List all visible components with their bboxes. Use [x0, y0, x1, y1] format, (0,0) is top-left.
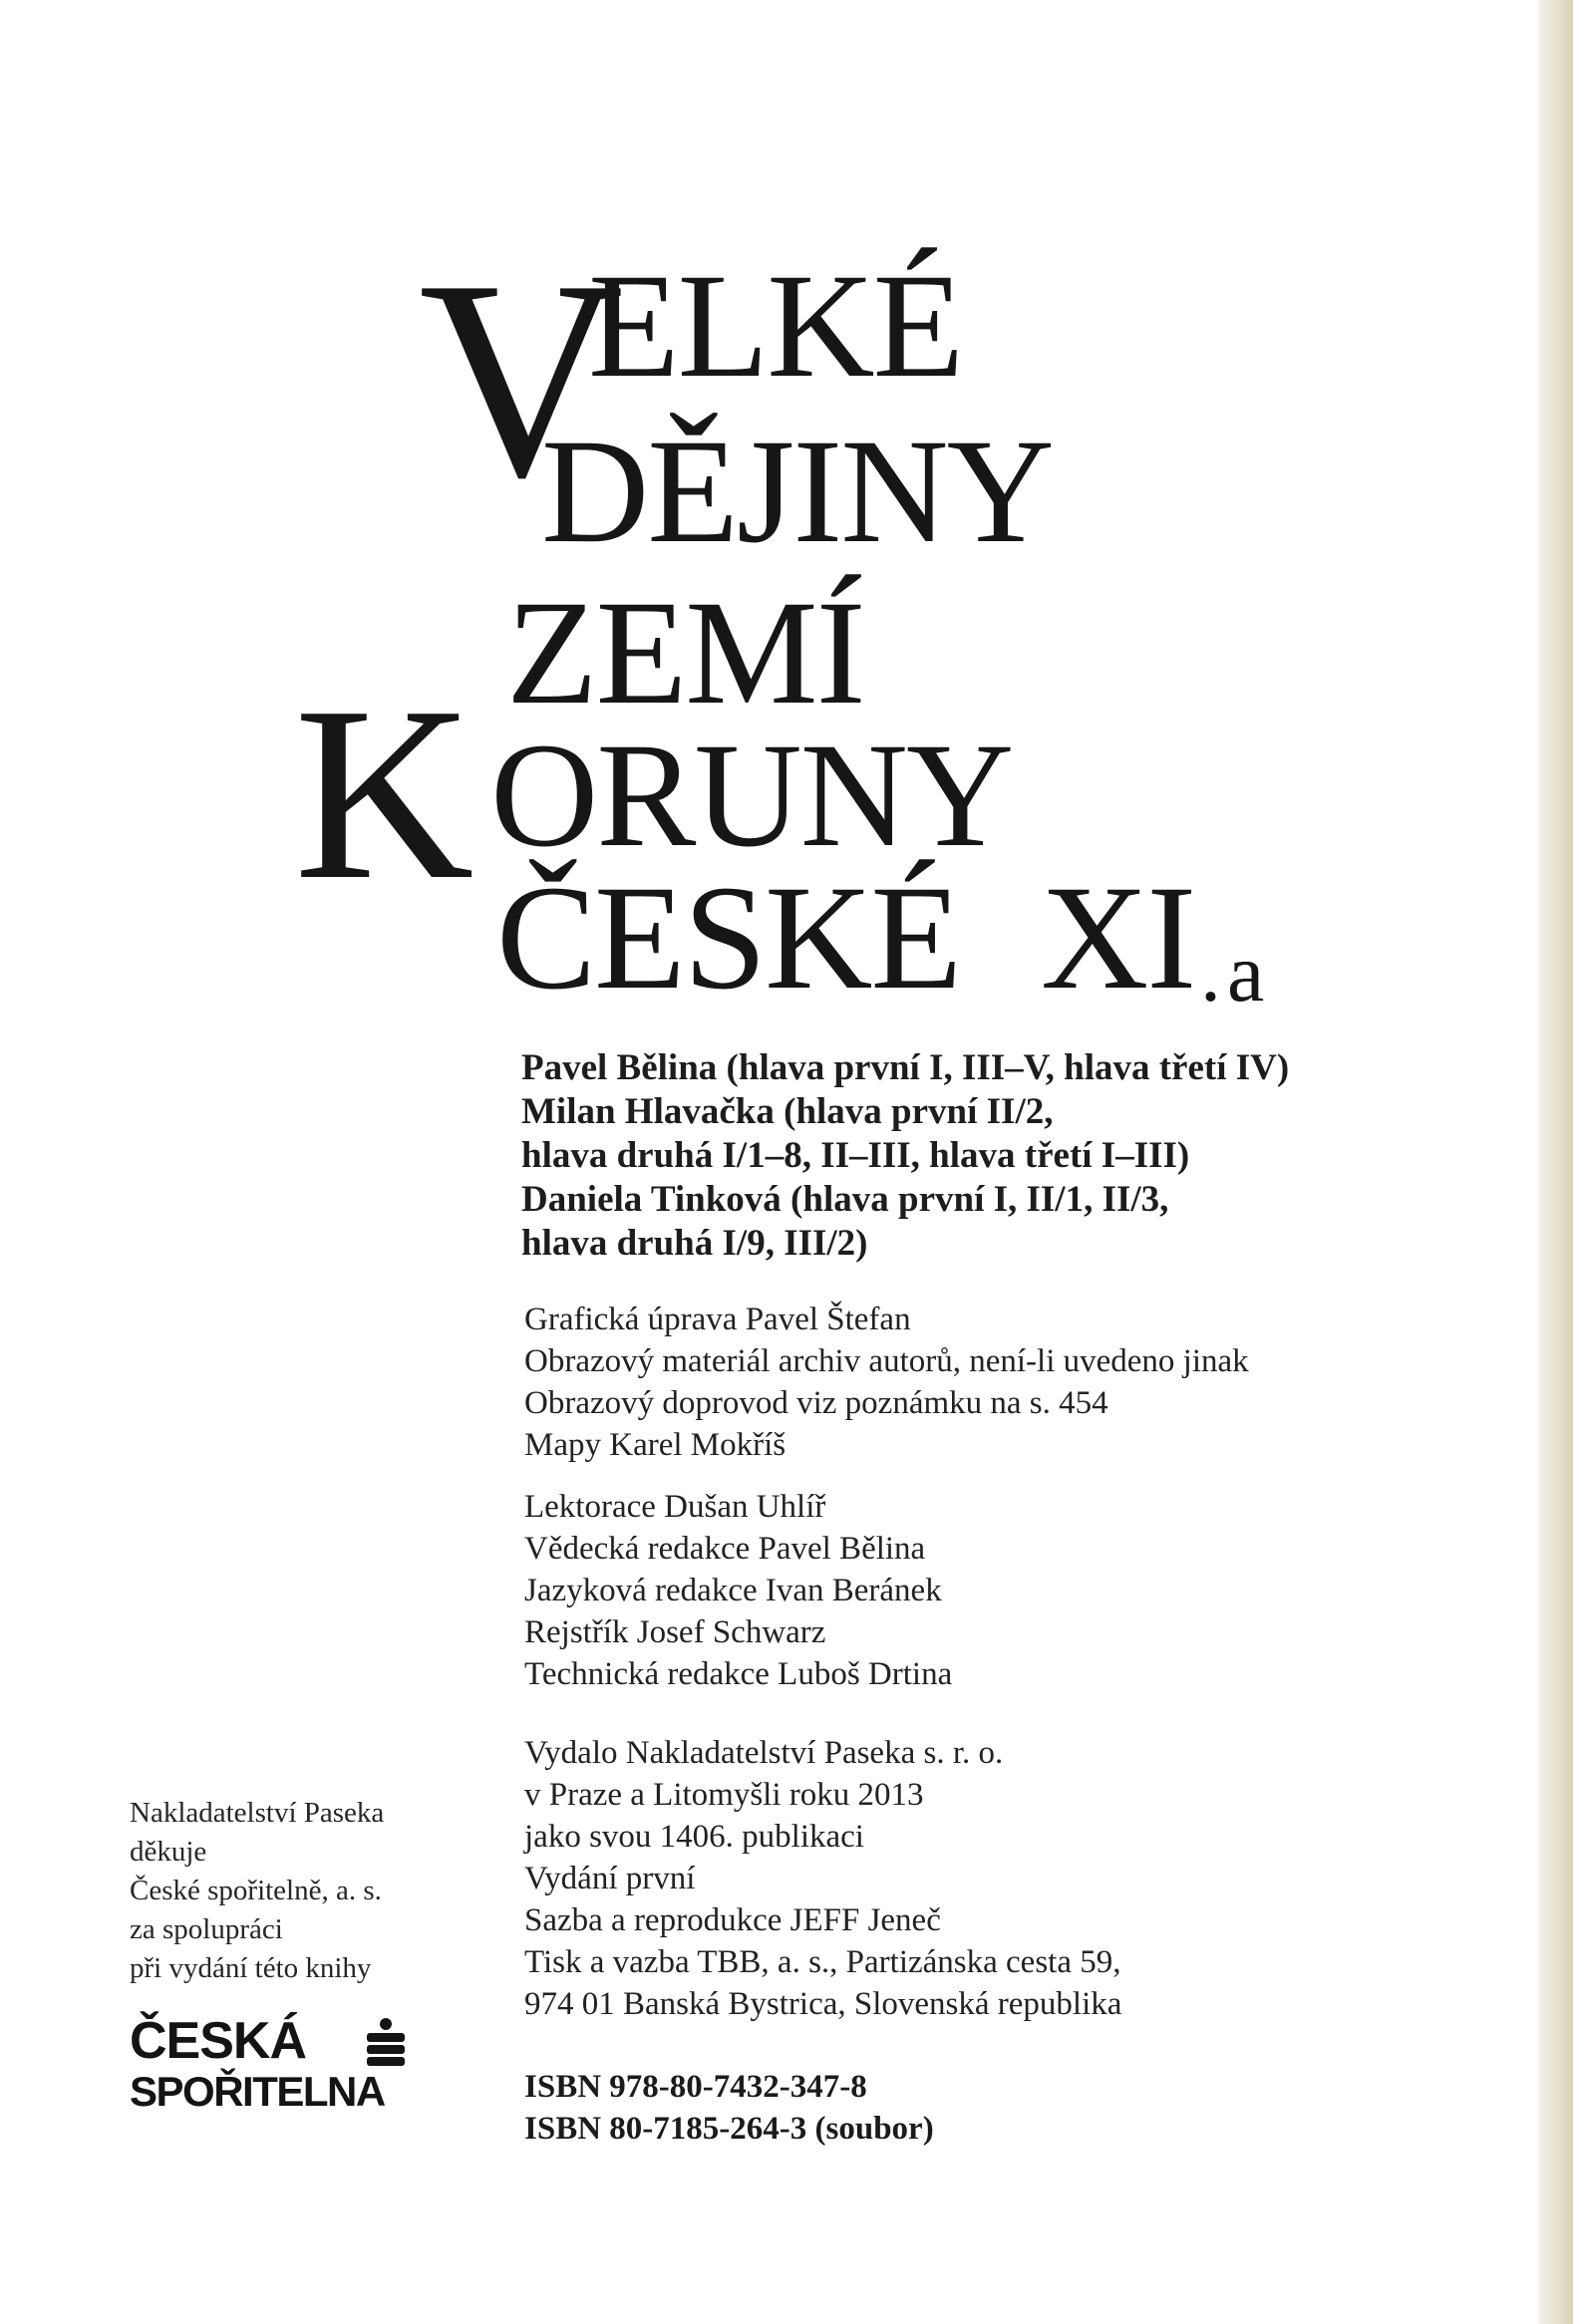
- ceska-sporitelna-logo: [130, 2012, 449, 2125]
- credit-line: Technická redakce Luboš Drtina: [524, 1656, 953, 1692]
- volume-suffix: .a: [1200, 927, 1271, 1019]
- isbn-line: ISBN 978-80-7432-347-8: [524, 2069, 867, 2105]
- author-line: Milan Hlavačka (hlava první II/2,: [521, 1091, 1054, 1132]
- sponsor-line: Nakladatelství Paseka: [130, 1797, 385, 1829]
- sponsor-line: děkuje: [130, 1836, 207, 1868]
- sponsor-line: České spořitelně, a. s.: [130, 1875, 382, 1906]
- title-word-dejiny: DĚJINY: [541, 409, 1053, 574]
- ceska-sporitelna-logo-mark-icon: [361, 2017, 411, 2067]
- credit-line: Obrazový materiál archiv autorů, není-li uvedeno jinak: [524, 1343, 1249, 1379]
- logo-text-line2: SPOŘITELNA: [130, 2068, 385, 2115]
- sponsor-line: při vydání této knihy: [130, 1952, 372, 1984]
- author-line: hlava druhá I/9, III/2): [521, 1223, 868, 1264]
- page-edge: [1541, 0, 1573, 2324]
- credit-line: Lektorace Dušan Uhlíř: [524, 1489, 826, 1525]
- publisher-line: Vydalo Nakladatelství Paseka s. r. o.: [524, 1735, 1004, 1771]
- author-line: hlava druhá I/1–8, II–III, hlava třetí I–III): [521, 1135, 1190, 1176]
- title-word-velke: ELKÉ: [588, 243, 963, 409]
- credit-line: Vědecká redakce Pavel Bělina: [524, 1531, 926, 1567]
- credit-line: Obrazový doprovod viz poznámku na s. 454: [524, 1385, 1108, 1421]
- credit-line: Mapy Karel Mokříš: [524, 1427, 786, 1463]
- credit-line: Rejstřík Josef Schwarz: [524, 1614, 826, 1650]
- authors-list: [521, 1046, 1339, 1266]
- title-initial-v: V: [419, 221, 624, 536]
- title-word-zemi: ZEMÍ: [506, 570, 864, 735]
- title-initial-k: K: [294, 656, 474, 932]
- credit-line: Jazyková redakce Ivan Beránek: [524, 1573, 942, 1608]
- sponsor-line: za spolupráci: [130, 1913, 283, 1945]
- title-word-ceske: ČESKÉ: [496, 855, 961, 1020]
- editorial-credits: [524, 1486, 1382, 1695]
- isbn-block: [524, 2066, 1122, 2150]
- credit-line: Grafická úprava Pavel Štefan: [524, 1302, 911, 1337]
- logo-text-line1: ČESKÁ: [130, 2012, 307, 2070]
- publisher-line: v Praze a Litomyšli roku 2013: [524, 1777, 924, 1813]
- design-credits: [524, 1299, 1382, 1466]
- sponsor-note: [130, 1794, 469, 1988]
- publisher-line: Sazba a reprodukce JEFF Jeneč: [524, 1902, 941, 1938]
- publisher-info: [524, 1732, 1382, 2025]
- publisher-line: 974 01 Banská Bystrica, Slovenská republika: [524, 1986, 1122, 2022]
- title-word-koruny: ORUNY: [490, 713, 1013, 878]
- volume-number: XI: [1041, 855, 1195, 1020]
- publisher-line: jako svou 1406. publikaci: [524, 1819, 864, 1855]
- publisher-line: Tisk a vazba TBB, a. s., Partizánska cesta 59,: [524, 1944, 1121, 1980]
- isbn-line: ISBN 80-7185-264-3 (soubor): [524, 2111, 934, 2147]
- author-line: Daniela Tinková (hlava první I, II/1, II/3,: [521, 1179, 1169, 1220]
- book-title: [0, 0, 1435, 1036]
- publisher-line: Vydání první: [524, 1861, 696, 1896]
- author-line: Pavel Bělina (hlava první I, III–V, hlava třetí IV): [521, 1047, 1290, 1088]
